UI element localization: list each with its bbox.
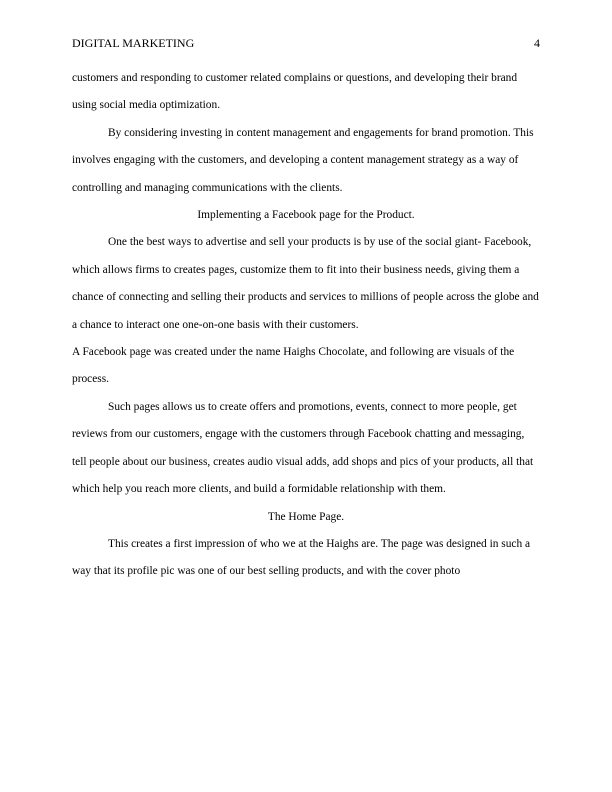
paragraph-facebook-advertising: One the best ways to advertise and sell your products is by use of the social giant- Facebook, which allows firms to creates pages, customize them to fit into their business needs, giving them a chance of connecting and selling their products and services to millions of people across the globe and a chance to interact one one-on-one basis with their customers. xyxy=(72,236,539,331)
paragraph-page-created: A Facebook page was created under the name Haighs Chocolate, and following are visuals of the process. xyxy=(72,346,515,386)
section-heading-facebook-page: Implementing a Facebook page for the Product. xyxy=(197,209,415,222)
paragraph-continuation: customers and responding to customer related complains or questions, and developing their brand using social media optimization. xyxy=(72,72,518,112)
paragraph-content-management: By considering investing in content management and engagements for brand promotion. This involves engaging with the customers, and developing a content management strategy as a way of controlling and managing communications with the clients. xyxy=(72,126,534,194)
section-heading-home-page: The Home Page. xyxy=(267,510,345,523)
paragraph-page-features: Such pages allows us to create offers and promotions, events, connect to more people, get reviews from our customers, engage with the customers through Facebook chatting and messaging, tell people about our business, creates audio visual adds, add shops and pics of your products, all that which help you reach more clients, and build a formidable relationship with them. xyxy=(72,400,534,496)
document-body xyxy=(72,65,540,586)
page-number: 4 xyxy=(534,36,540,50)
paragraph-home-page: This creates a first impression of who we at the Haighs are. The page was designed in such a way that its profile pic was one of our best selling products, and with the cover photo xyxy=(72,537,531,578)
running-head: DIGITAL MARKETING xyxy=(72,36,195,50)
page-header xyxy=(72,36,540,52)
